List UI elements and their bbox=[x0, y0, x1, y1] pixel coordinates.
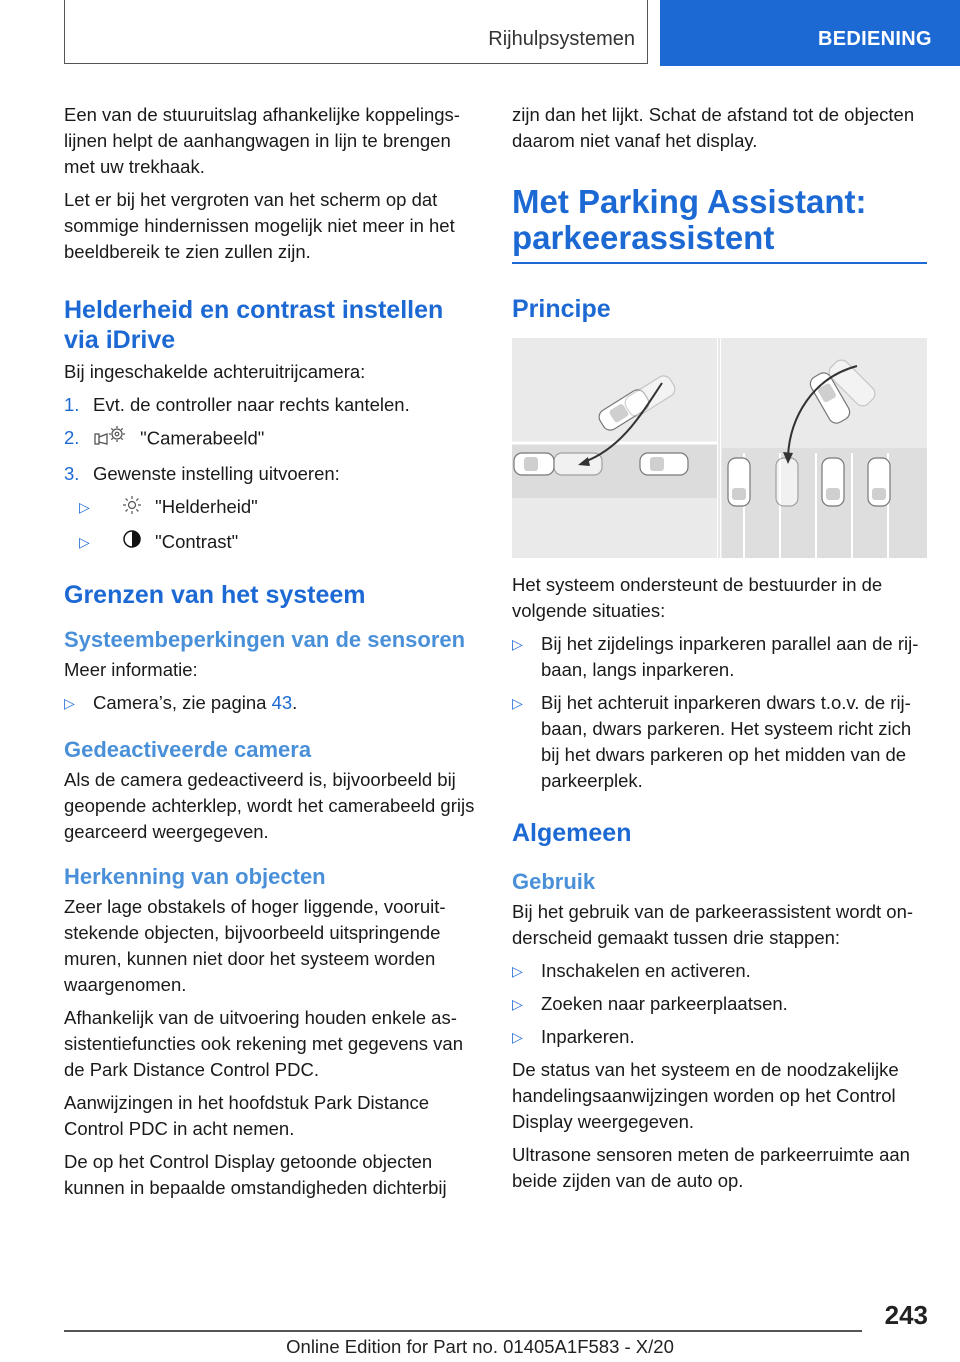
step-3 bbox=[64, 461, 479, 487]
principle-item-text: Bij het zijdelings inparkeren parallel aan de rijbaan, langs inparkeren. bbox=[541, 633, 919, 680]
use-item-text: Inparkeren. bbox=[541, 1026, 635, 1047]
principle-item-perpendicular bbox=[512, 690, 927, 794]
sun-icon bbox=[122, 495, 142, 522]
heading-sensor-limits: Systeembeperkingen van de sensoren bbox=[64, 627, 466, 653]
page-number: 243 bbox=[884, 1300, 928, 1330]
paragraph-coupling-lines: Een van de stuuruitslag afhankelijke koppelingslijnen helpt de aanhangwagen in lijn te brengen met uw trekhaak. bbox=[64, 104, 460, 177]
paragraph-ultrasonic: Ultrasone sensoren meten de parkeerruimte aan beide zijden van de auto op. bbox=[512, 1144, 910, 1191]
heading-deactivated-camera: Gedeactiveerde camera bbox=[64, 737, 312, 763]
paragraph-objects-1: Zeer lage obstakels of hoger liggende, vooruitstekende objecten, bijvoorbeeld uitspringende muren, kunnen niet door het systeem worden waargenomen. bbox=[64, 896, 446, 996]
substep-text: "Helderheid" bbox=[155, 496, 258, 517]
heading-brightness-contrast: Helderheid en contrast instellen via iDrive bbox=[64, 296, 444, 354]
paragraph-camera-on: Bij ingeschakelde achteruitrijcamera: bbox=[64, 361, 366, 382]
substeps-list bbox=[64, 494, 479, 556]
principle-item-text: Bij het achteruit inparkeren dwars t.o.v. de rijbaan, dwars parkeren. Het systeem richt zich bij het dwars parkeren op het midden van de parkeerplek. bbox=[541, 692, 912, 791]
step-1 bbox=[64, 392, 479, 418]
principle-item-parallel bbox=[512, 631, 927, 683]
use-item-activate bbox=[512, 958, 927, 984]
triangle-bullet-icon: ▷ bbox=[79, 533, 90, 550]
use-item-park bbox=[512, 1024, 927, 1050]
substep-brightness bbox=[64, 494, 479, 522]
heading-object-detection: Herkenning van objecten bbox=[64, 864, 326, 890]
paragraph-status: De status van het systeem en de noodzakelijke handelingsaanwijzingen worden op het Control Display weergegeven. bbox=[512, 1059, 899, 1132]
camera-ref-text: Camera’s, zie pagina bbox=[93, 692, 272, 714]
header-section-box bbox=[64, 0, 648, 64]
header-section-title: Rijhulpsystemen bbox=[488, 28, 635, 50]
footer-edition: Online Edition for Part no. 01405A1F583 - X/20 bbox=[286, 1336, 674, 1357]
header-chapter-tab bbox=[660, 0, 960, 66]
page-link-43[interactable]: 43 bbox=[271, 692, 293, 714]
step-text: "Camerabeeld" bbox=[140, 427, 265, 449]
heading-use: Gebruik bbox=[512, 869, 596, 894]
use-item-search bbox=[512, 991, 927, 1017]
heading-principle: Principe bbox=[512, 295, 611, 323]
paragraph-objects-2: Afhankelijk van de uitvoering houden enkele assistentiefuncties ook rekening met gegevens van de Park Distance Control PDC. bbox=[64, 1007, 464, 1081]
triangle-bullet-icon: ▷ bbox=[512, 996, 523, 1012]
paragraph-zoom-note: Let er bij het vergroten van het scherm op dat sommige hindernissen mogelijk niet meer in het beeldbereik te zien zullen zijn. bbox=[64, 189, 455, 262]
principle-list bbox=[512, 631, 927, 794]
paragraph-objects-3: Aanwijzingen in het hoofdstuk Park Distance Control PDC in acht nemen. bbox=[64, 1092, 430, 1140]
camera-ref-list bbox=[64, 690, 479, 716]
triangle-bullet-icon: ▷ bbox=[512, 695, 523, 711]
paragraph-principle: Het systeem ondersteunt de bestuurder in de volgende situaties: bbox=[512, 574, 883, 621]
step-text: Evt. de controller naar rechts kantelen. bbox=[93, 394, 410, 415]
heading-parking-assistant: Met Parking Assistant: parkeerassistent bbox=[512, 183, 867, 256]
step-number: 1. bbox=[64, 394, 80, 415]
use-list bbox=[512, 958, 927, 1050]
triangle-bullet-icon: ▷ bbox=[79, 499, 90, 515]
triangle-bullet-icon: ▷ bbox=[512, 1029, 523, 1045]
left-column bbox=[64, 102, 479, 1208]
camera-ref-item bbox=[64, 690, 479, 716]
triangle-bullet-icon: ▷ bbox=[64, 695, 75, 712]
use-item-text: Zoeken naar parkeerplaatsen. bbox=[541, 993, 788, 1014]
use-item-text: Inschakelen en activeren. bbox=[541, 960, 751, 981]
contrast-icon bbox=[122, 529, 142, 556]
paragraph-objects-4: De op het Control Display getoonde objecten kunnen in bepaalde omstandigheden dichterbij bbox=[64, 1151, 447, 1199]
heading-system-limits: Grenzen van het systeem bbox=[64, 581, 366, 610]
step-2 bbox=[64, 425, 479, 454]
heading-general: Algemeen bbox=[512, 819, 632, 847]
paragraph-deactivated: Als de camera gedeactiveerd is, bijvoorbeeld bij geopende achterklep, wordt het camerabeeld grijs gearceerd weergegeven. bbox=[64, 769, 475, 843]
camera-ref-dot: . bbox=[292, 692, 298, 714]
triangle-bullet-icon: ▷ bbox=[512, 963, 523, 979]
parking-illustration bbox=[512, 338, 927, 558]
footer-rule bbox=[64, 1330, 862, 1332]
steps-list bbox=[64, 392, 479, 487]
step-number: 3. bbox=[64, 463, 80, 484]
paragraph-more-info: Meer informatie: bbox=[64, 659, 198, 681]
triangle-bullet-icon: ▷ bbox=[512, 636, 523, 652]
step-number: 2. bbox=[64, 427, 80, 448]
substep-contrast bbox=[64, 529, 479, 557]
header-chapter-title: BEDIENING bbox=[818, 28, 932, 50]
paragraph-distance-note: zijn dan het lijkt. Schat de afstand tot de objecten daarom niet vanaf het display. bbox=[512, 104, 915, 151]
substep-text: "Contrast" bbox=[155, 530, 239, 552]
step-text: Gewenste instelling uitvoeren: bbox=[93, 463, 340, 484]
paragraph-use: Bij het gebruik van de parkeerassistent wordt onderscheid gemaakt tussen drie stappen: bbox=[512, 901, 914, 948]
camera-settings-icon bbox=[93, 425, 127, 454]
right-column bbox=[512, 102, 927, 1201]
heading-rule bbox=[512, 262, 927, 264]
